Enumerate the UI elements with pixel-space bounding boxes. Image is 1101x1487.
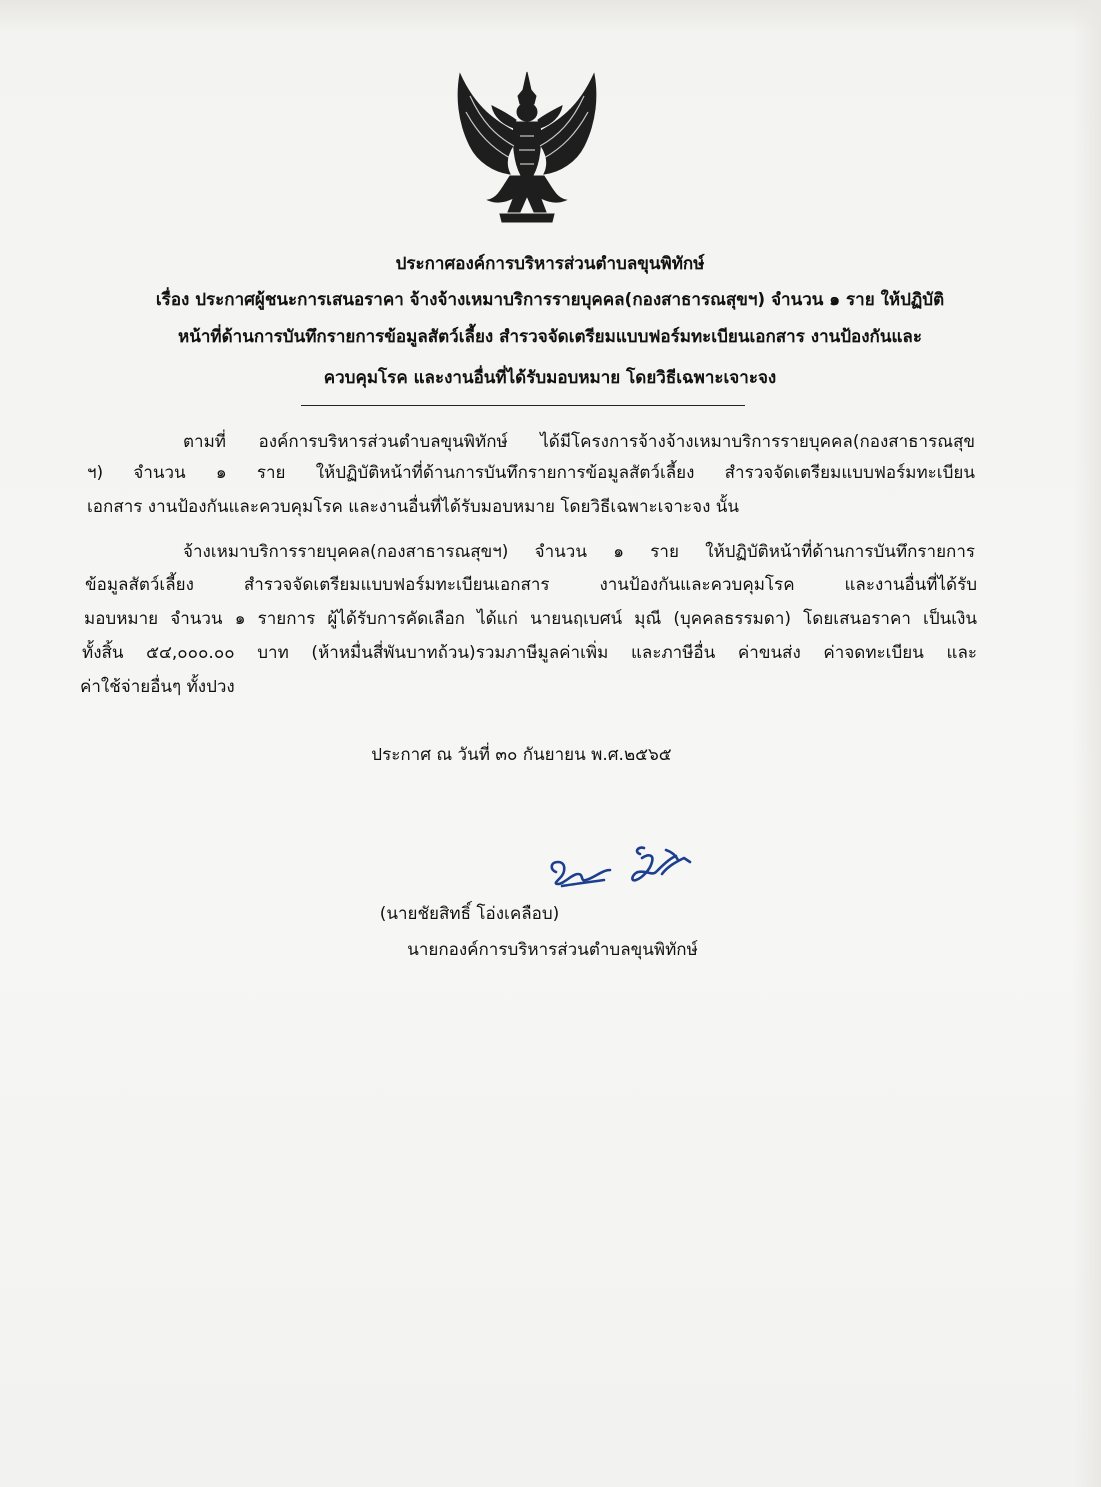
paragraph-1-line-2: ฯ) จำนวน ๑ ราย ให้ปฏิบัติหน้าที่ด้านการบันทึกรายการข้อมูลสัตว์เลี้ยง สำรวจจัดเตรียมแบบฟอร์มทะเบียน — [87, 463, 975, 483]
paragraph-2-line-5: ค่าใช้จ่ายอื่นๆ ทั้งปวง — [80, 677, 235, 697]
subject-line-3: ควบคุมโรค และงานอื่นที่ได้รับมอบหมาย โดยวิธีเฉพาะเจาะจง — [323, 368, 777, 388]
paragraph-1-line-3: เอกสาร งานป้องกันและควบคุมโรค และงานอื่นที่ได้รับมอบหมาย โดยวิธีเฉพาะเจาะจง นั้น — [87, 497, 740, 517]
paragraph-1-line-1: ตามที่ องค์การบริหารส่วนตำบลขุนพิทักษ์ ได้มีโครงการจ้างจ้างเหมาบริการรายบุคคล(กองสาธารณสุข — [183, 432, 975, 452]
paragraph-2-line-1: จ้างเหมาบริการรายบุคคล(กองสาธารณสุขฯ) จำนวน ๑ ราย ให้ปฏิบัติหน้าที่ด้านการบันทึกรายการ — [183, 542, 975, 562]
announcement-title: ประกาศองค์การบริหารส่วนตำบลขุนพิทักษ์ — [395, 254, 705, 274]
subject-line-2: หน้าที่ด้านการบันทึกรายการข้อมูลสัตว์เลี้ยง สำรวจจัดเตรียมแบบฟอร์มทะเบียนเอกสาร งานป้องกันและ — [178, 327, 922, 347]
announcement-date: ประกาศ ณ วันที่ ๓๐ กันยายน พ.ศ.๒๕๖๕ — [371, 745, 672, 765]
signatory-name: (นายชัยสิทธิ์ โอ่งเคลือบ) — [379, 904, 560, 924]
paragraph-2-line-2: ข้อมูลสัตว์เลี้ยง สำรวจจัดเตรียมแบบฟอร์มทะเบียนเอกสาร งานป้องกันและควบคุมโรค และงานอื่นที่ได้รับ — [85, 575, 977, 595]
title-divider — [301, 405, 745, 406]
signatory-position: นายกองค์การบริหารส่วนตำบลขุนพิทักษ์ — [407, 940, 698, 960]
subject-line-1: เรื่อง ประกาศผู้ชนะการเสนอราคา จ้างจ้างเหมาบริการรายบุคคล(กองสาธารณสุขฯ) จำนวน ๑ ราย ให้ปฏิบัติ — [155, 290, 945, 310]
paragraph-2-line-3: มอบหมาย จำนวน ๑ รายการ ผู้ได้รับการคัดเลือก ได้แก่ นายนฤเบศน์ มุณี (บุคคลธรรมดา) โดยเสนอราคา เป็นเงิน — [84, 609, 977, 629]
paragraph-2-line-4: ทั้งสิ้น ๕๔,๐๐๐.๐๐ บาท (ห้าหมื่นสี่พันบาทถ้วน)รวมภาษีมูลค่าเพิ่ม และภาษีอื่น ค่าขนส่ง ค่าจดทะเบียน และ — [82, 643, 977, 663]
garuda-emblem-icon — [448, 66, 606, 228]
handwritten-signature — [544, 840, 714, 900]
